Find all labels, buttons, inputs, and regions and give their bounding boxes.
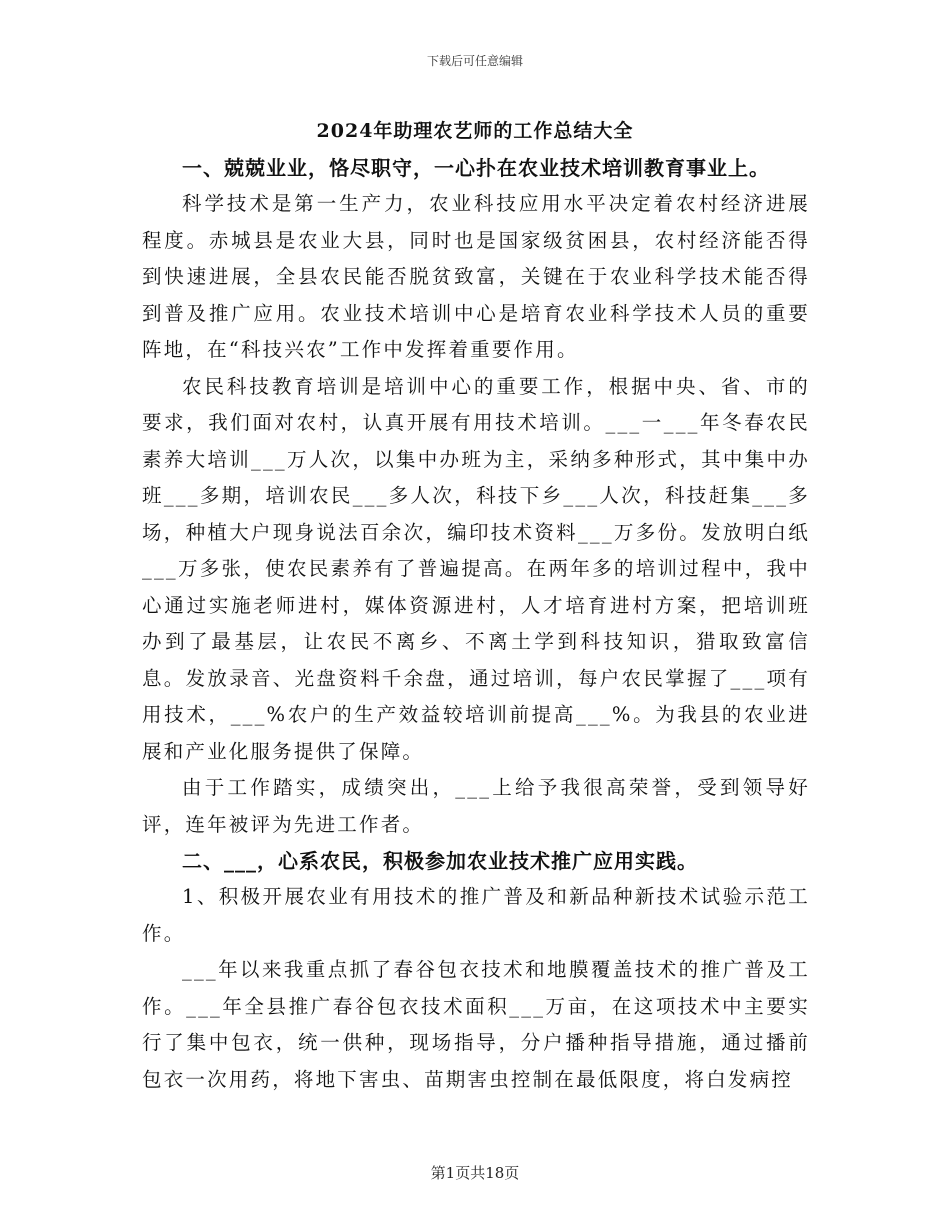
section-heading-1: 一、兢兢业业，恪尽职守，一心扑在农业技术培训教育事业上。 [182,156,770,180]
paragraph-4: 1、积极开展农业有用技术的推广普及和新品种新技术试验示范工作。 [142,885,810,945]
page-footer-number: 第1页共18页 [430,1164,520,1182]
page-header-note: 下载后可任意编辑 [426,54,523,68]
document-body [142,150,810,1098]
paragraph-3: 由于工作踏实，成绩突出，___上给予我很高荣誉，受到领导好评，连年被评为先进工作者。 [142,776,810,836]
paragraph-1: 科学技术是第一生产力，农业科技应用水平决定着农村经济进展程度。赤城县是农业大县，同时也是国家级贫困县，农村经济能否得到快速进展，全县农民能否脱贫致富，关键在于农业科学技术能否得到普及推广应用。农业技术培训中心是培育农业科学技术人员的重要阵地，在“科技兴农”工作中发挥着重要作用。 [142,192,810,361]
paragraph-2: 农民科技教育培训是培训中心的重要工作，根据中央、省、市的要求，我们面对农村，认真开展有用技术培训。___一___年冬春农民素养大培训___万人次，以集中办班为主，采纳多种形式，其中集中办班___多期，培训农民___多人次，科技下乡___人次，科技赶集___多场，种植大户现身说法百余次，编印技术资料___万多份。发放明白纸___万多张，使农民素养有了普遍提高。在两年多的培训过程中，我中心通过实施老师进村，媒体资源进村，人才培育进村方案，把培训班办到了最基层，让农民不离乡、不离土学到科技知识，猎取致富信息。发放录音、光盘资料千余盘，通过培训，每户农民掌握了___项有用技术，___%农户的生产效益较培训前提高___%。为我县的农业进展和产业化服务提供了保障。 [142,374,810,763]
document-title: 2024年助理农艺师的工作总结大全 [316,120,634,142]
section-heading-2: 二、___，心系农民，积极参加农业技术推广应用实践。 [182,849,698,873]
paragraph-5: ___年以来我重点抓了春谷包衣技术和地膜覆盖技术的推广普及工作。___年全县推广春谷包衣技术面积___万亩，在这项技术中主要实行了集中包衣，统一供种，现场指导，分户播种指导措施，通过播前包衣一次用药，将地下害虫、苗期害虫控制在最低限度，将白发病控 [142,958,810,1091]
